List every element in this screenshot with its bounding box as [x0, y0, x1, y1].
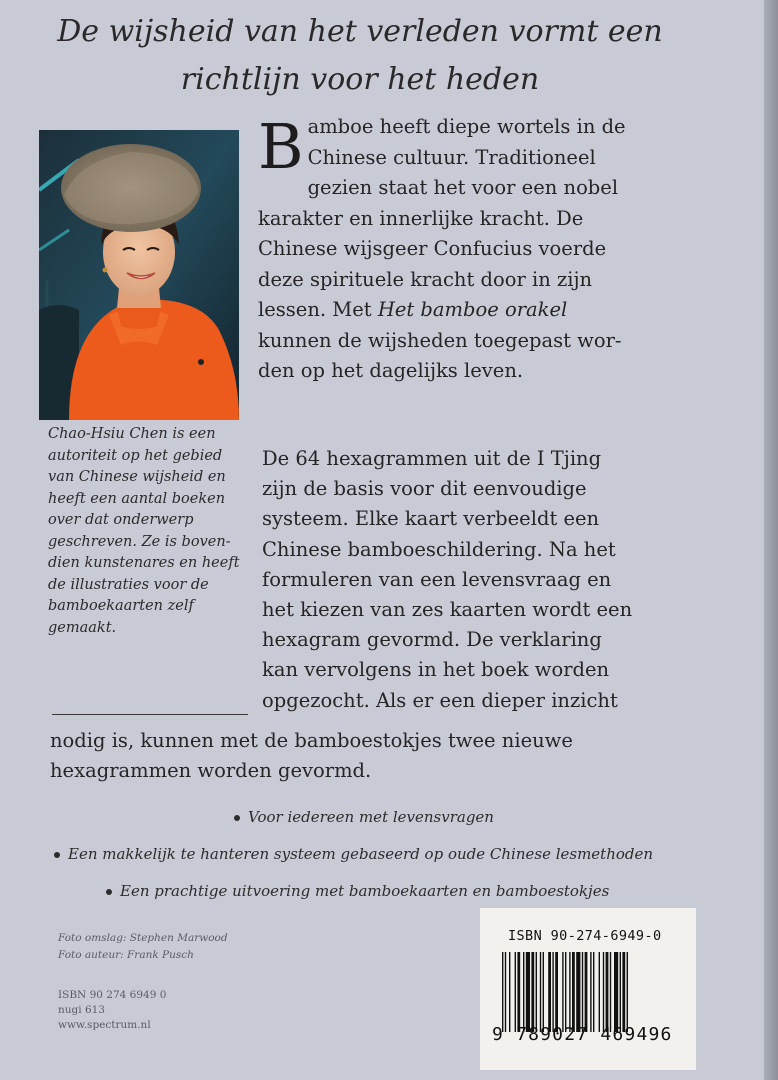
body-line: opgezocht. Als er een dieper inzicht [262, 688, 618, 712]
body-line: hexagram gevormd. De verklaring [262, 628, 602, 652]
barcode-bar [526, 952, 530, 1032]
cover-heading [40, 8, 680, 104]
publisher-info [58, 988, 166, 1033]
feature-text: Een makkelijk te hanteren systeem gebaseerd op oude Chinese lesmethoden [68, 845, 654, 863]
barcode-bar [505, 952, 506, 1032]
caption-line: de illustraties voor de [48, 576, 209, 593]
caption-line: over dat onderwerp [48, 512, 194, 528]
body-line: Chinese cultuur. Traditioneel [307, 145, 596, 169]
caption-line: dien kunstenares en heeft [48, 555, 240, 571]
body-line: hexagrammen worden gevormd. [50, 759, 372, 782]
barcode-bar [569, 952, 570, 1032]
body-line: karakter en innerlijke kracht. De [258, 206, 584, 230]
bullet-dot-icon [234, 815, 240, 821]
caption-line: autoriteit op het gebied [48, 447, 223, 464]
barcode-bar [606, 952, 609, 1032]
book-title: Het bamboe orakel [377, 298, 568, 321]
barcode-bar [620, 952, 621, 1032]
barcode-bar [531, 952, 534, 1032]
feature-item [234, 808, 494, 826]
body-line: gezien staat het voor een nobel [307, 176, 619, 199]
author-portrait-image [39, 130, 239, 420]
body-line: kan vervolgens in het boek worden [262, 658, 610, 682]
barcode-bar [523, 952, 524, 1032]
heading-line-2: richtlijn voor het heden [180, 62, 540, 97]
body-line: De 64 hexagrammen uit de I Tjing [262, 447, 602, 470]
barcode-bar [540, 952, 541, 1032]
paragraph-2-continued [50, 726, 690, 786]
barcode-label [480, 908, 696, 1070]
body-line: zijn de basis voor dit eenvoudige [262, 477, 587, 501]
body-line-with-title [258, 295, 678, 326]
barcode-icon [502, 952, 674, 1032]
caption-line: bamboekaarten zelf [48, 598, 194, 614]
barcode-bar [627, 952, 628, 1032]
barcode-bar [582, 952, 583, 1032]
body-line: Chinese bamboeschildering. Na het [262, 537, 616, 561]
feature-item [106, 882, 609, 900]
body-line: systeem. Elke kaart verbeeldt een [262, 507, 600, 531]
caption-line: van Chinese wijsheid en [48, 469, 226, 485]
barcode-bar [502, 952, 503, 1032]
barcode-bar [622, 952, 625, 1032]
body-line: deze spirituele kracht door in zijn [258, 267, 593, 291]
barcode-bar [536, 952, 537, 1032]
caption-divider [52, 714, 248, 715]
body-line: nodig is, kunnen met de bamboestokjes twee nieuwe [50, 729, 573, 752]
website-text: www.spectrum.nl [58, 1019, 151, 1031]
body-line: kunnen de wijsheden toegepast wor- [258, 328, 622, 352]
barcode-bar [590, 952, 591, 1032]
barcode-bar [610, 952, 611, 1032]
barcode-bar [599, 952, 600, 1032]
barcode-bar [572, 952, 575, 1032]
author-photo-credit: Foto auteur: Frank Pusch [58, 948, 194, 961]
body-text: lessen. Met [258, 298, 378, 321]
caption-line: Chao-Hsiu Chen is een [48, 426, 216, 442]
heading-line-1: De wijsheid van het verleden vormt een [57, 14, 663, 49]
paragraph-1 [258, 112, 678, 387]
barcode-bar [515, 952, 516, 1032]
caption-line: heeft een aantal boeken [48, 490, 226, 507]
feature-item [54, 845, 653, 863]
body-line: amboe heeft diepe wortels in de [307, 115, 626, 138]
caption-line: gemaakt. [48, 619, 117, 636]
barcode-bar [548, 952, 551, 1032]
barcode-bar [555, 952, 558, 1032]
body-line: het kiezen van zes kaarten wordt een [262, 598, 633, 622]
barcode-bar [517, 952, 520, 1032]
nugi-text: nugi 613 [58, 1004, 105, 1016]
bullet-dot-icon [54, 852, 60, 858]
bullet-dot-icon [106, 889, 112, 895]
author-caption [48, 424, 253, 639]
feature-text: Voor iedereen met levensvragen [248, 808, 494, 826]
body-line: formuleren van een levensvraag en [262, 567, 612, 591]
barcode-bar [543, 952, 544, 1032]
body-line: den op het dagelijks leven. [258, 359, 524, 382]
author-photo [39, 130, 239, 420]
feature-text: Een prachtige uitvoering met bamboekaarten en bamboestokjes [120, 882, 610, 900]
photo-credits [58, 930, 228, 963]
barcode-bar [552, 952, 553, 1032]
isbn-text: ISBN 90 274 6949 0 [58, 989, 167, 1001]
barcode-bar [565, 952, 566, 1032]
barcode-bar [603, 952, 604, 1032]
body-line: Chinese wijsgeer Confucius voerde [258, 237, 607, 260]
barcode-bar [614, 952, 618, 1032]
barcode-digits: 9 789027 469496 [492, 1024, 673, 1045]
cover-photo-credit: Foto omslag: Stephen Marwood [58, 932, 228, 944]
barcode-bar [593, 952, 594, 1032]
paragraph-2 [262, 444, 682, 716]
barcode-bar [562, 952, 563, 1032]
caption-line: geschreven. Ze is boven- [48, 533, 231, 550]
barcode-bar [576, 952, 580, 1032]
barcode-bar [585, 952, 588, 1032]
barcode-isbn: ISBN 90-274-6949-0 [508, 928, 662, 944]
drop-cap: B [258, 110, 304, 183]
barcode-bar [509, 952, 510, 1032]
